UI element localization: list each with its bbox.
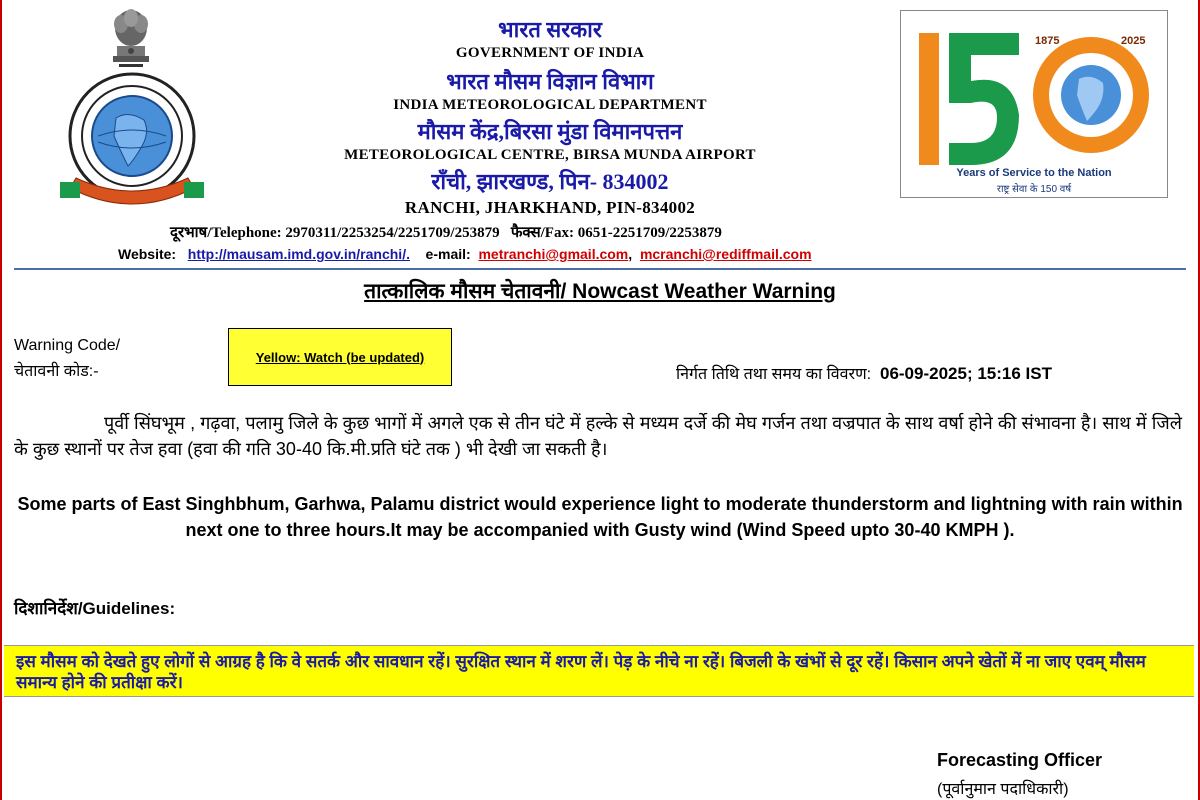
warning-code-label-hi: चेतावनी कोड:- [14, 363, 99, 380]
city-title-hi: राँची, झारखण्ड, पिन- 834002 [431, 169, 669, 194]
guidelines-band [4, 645, 1194, 697]
guidelines-label: दिशानिर्देश/Guidelines: [14, 599, 176, 618]
telephone-text: दूरभाष/Telephone: 2970311/2253254/2251709/253879 [170, 225, 500, 241]
warning-text-hi: पूर्वी सिंघभूम , गढ़वा, पलामु जिले के कुछ भागों में अगले एक से तीन घंटे में हल्के से मध्यम दर्जे की मेघ गर्जन तथा वज्रपात के साथ वर्षा होने की संभावना है। साथ में जिले के कुछ स्थानों पर तेज हवा (हवा की गति 30-40 कि.मी.प्रति घंटे तक ) भी देखी जा सकती है। [14, 413, 1182, 459]
city-title-en: RANCHI, JHARKHAND, PIN-834002 [404, 198, 696, 217]
guidelines-text: इस मौसम को देखते हुए लोगों से आग्रह है कि वे सतर्क और सावधान रहें। सुरक्षित स्थान में शरण लें। पेड़ के नीचे ना रहें। बिजली के खंभों से दूर रहें। किसान अपने खेतों में ना जाए एवम् मौसम समान्य होने की प्रतीक्षा करें। [16, 652, 1146, 692]
contact-line [170, 222, 722, 242]
warning-code-label-en: Warning Code/ [14, 337, 121, 354]
anniv-start-year: 1875 [1035, 35, 1060, 47]
email-separator: , [628, 246, 633, 262]
dept-title-en: INDIA METEOROLOGICAL DEPARTMENT [393, 97, 707, 113]
email-link-1[interactable]: metranchi@gmail.com [478, 246, 629, 262]
issue-value: 06-09-2025; 15:16 IST [879, 364, 1052, 383]
issue-datetime [676, 362, 1052, 384]
header-divider [14, 268, 1186, 270]
warning-title: तात्कालिक मौसम चेतावनी/ Nowcast Weather Warning [364, 280, 836, 303]
imd-150-years-logo [900, 10, 1168, 198]
centre-title-hi: मौसम केंद्र,बिरसा मुंडा विमानपत्तन [417, 119, 683, 144]
warning-code-badge: Yellow: Watch (be updated) [228, 328, 452, 386]
warning-code-label [14, 333, 120, 385]
email-link-2[interactable]: mcranchi@rediffmail.com [639, 246, 812, 262]
dept-title-hi: भारत मौसम विज्ञान विभाग [446, 69, 654, 94]
anniv-end-year: 2025 [1121, 35, 1146, 47]
anniv-tagline-hi: राष्ट्र सेवा के 150 वर्ष [996, 184, 1072, 195]
gov-title-hi: भारत सरकार [498, 17, 602, 42]
imd-logo-icon [58, 70, 206, 220]
website-label: Website: [118, 246, 177, 262]
forecasting-officer-title: Forecasting Officer [937, 750, 1103, 770]
forecasting-officer-title-hi: (पूर्वानुमान पदाधिकारी) [937, 781, 1069, 798]
centre-title-en: METEOROLOGICAL CENTRE, BIRSA MUNDA AIRPORT [344, 147, 756, 163]
anniv-tagline-en: Years of Service to the Nation [956, 167, 1112, 179]
email-label: e-mail: [425, 246, 471, 262]
website-line [118, 246, 812, 262]
website-link[interactable]: http://mausam.imd.gov.in/ranchi/. [187, 246, 410, 262]
fax-text: फैक्स/Fax: 0651-2251709/2253879 [510, 225, 722, 241]
national-emblem-icon [105, 2, 157, 70]
warning-text-en: Some parts of East Singhbhum, Garhwa, Palamu district would experience light to moderate thunderstorm and lightning with rain within next one to three hours.It may be accompanied with Gusty wind (Wind Speed upto 30-40 KMPH ). [17, 494, 1183, 540]
issue-label: निर्गत तिथि तथा समय का विवरण: [676, 366, 872, 383]
gov-title-en: GOVERNMENT OF INDIA [455, 45, 645, 61]
